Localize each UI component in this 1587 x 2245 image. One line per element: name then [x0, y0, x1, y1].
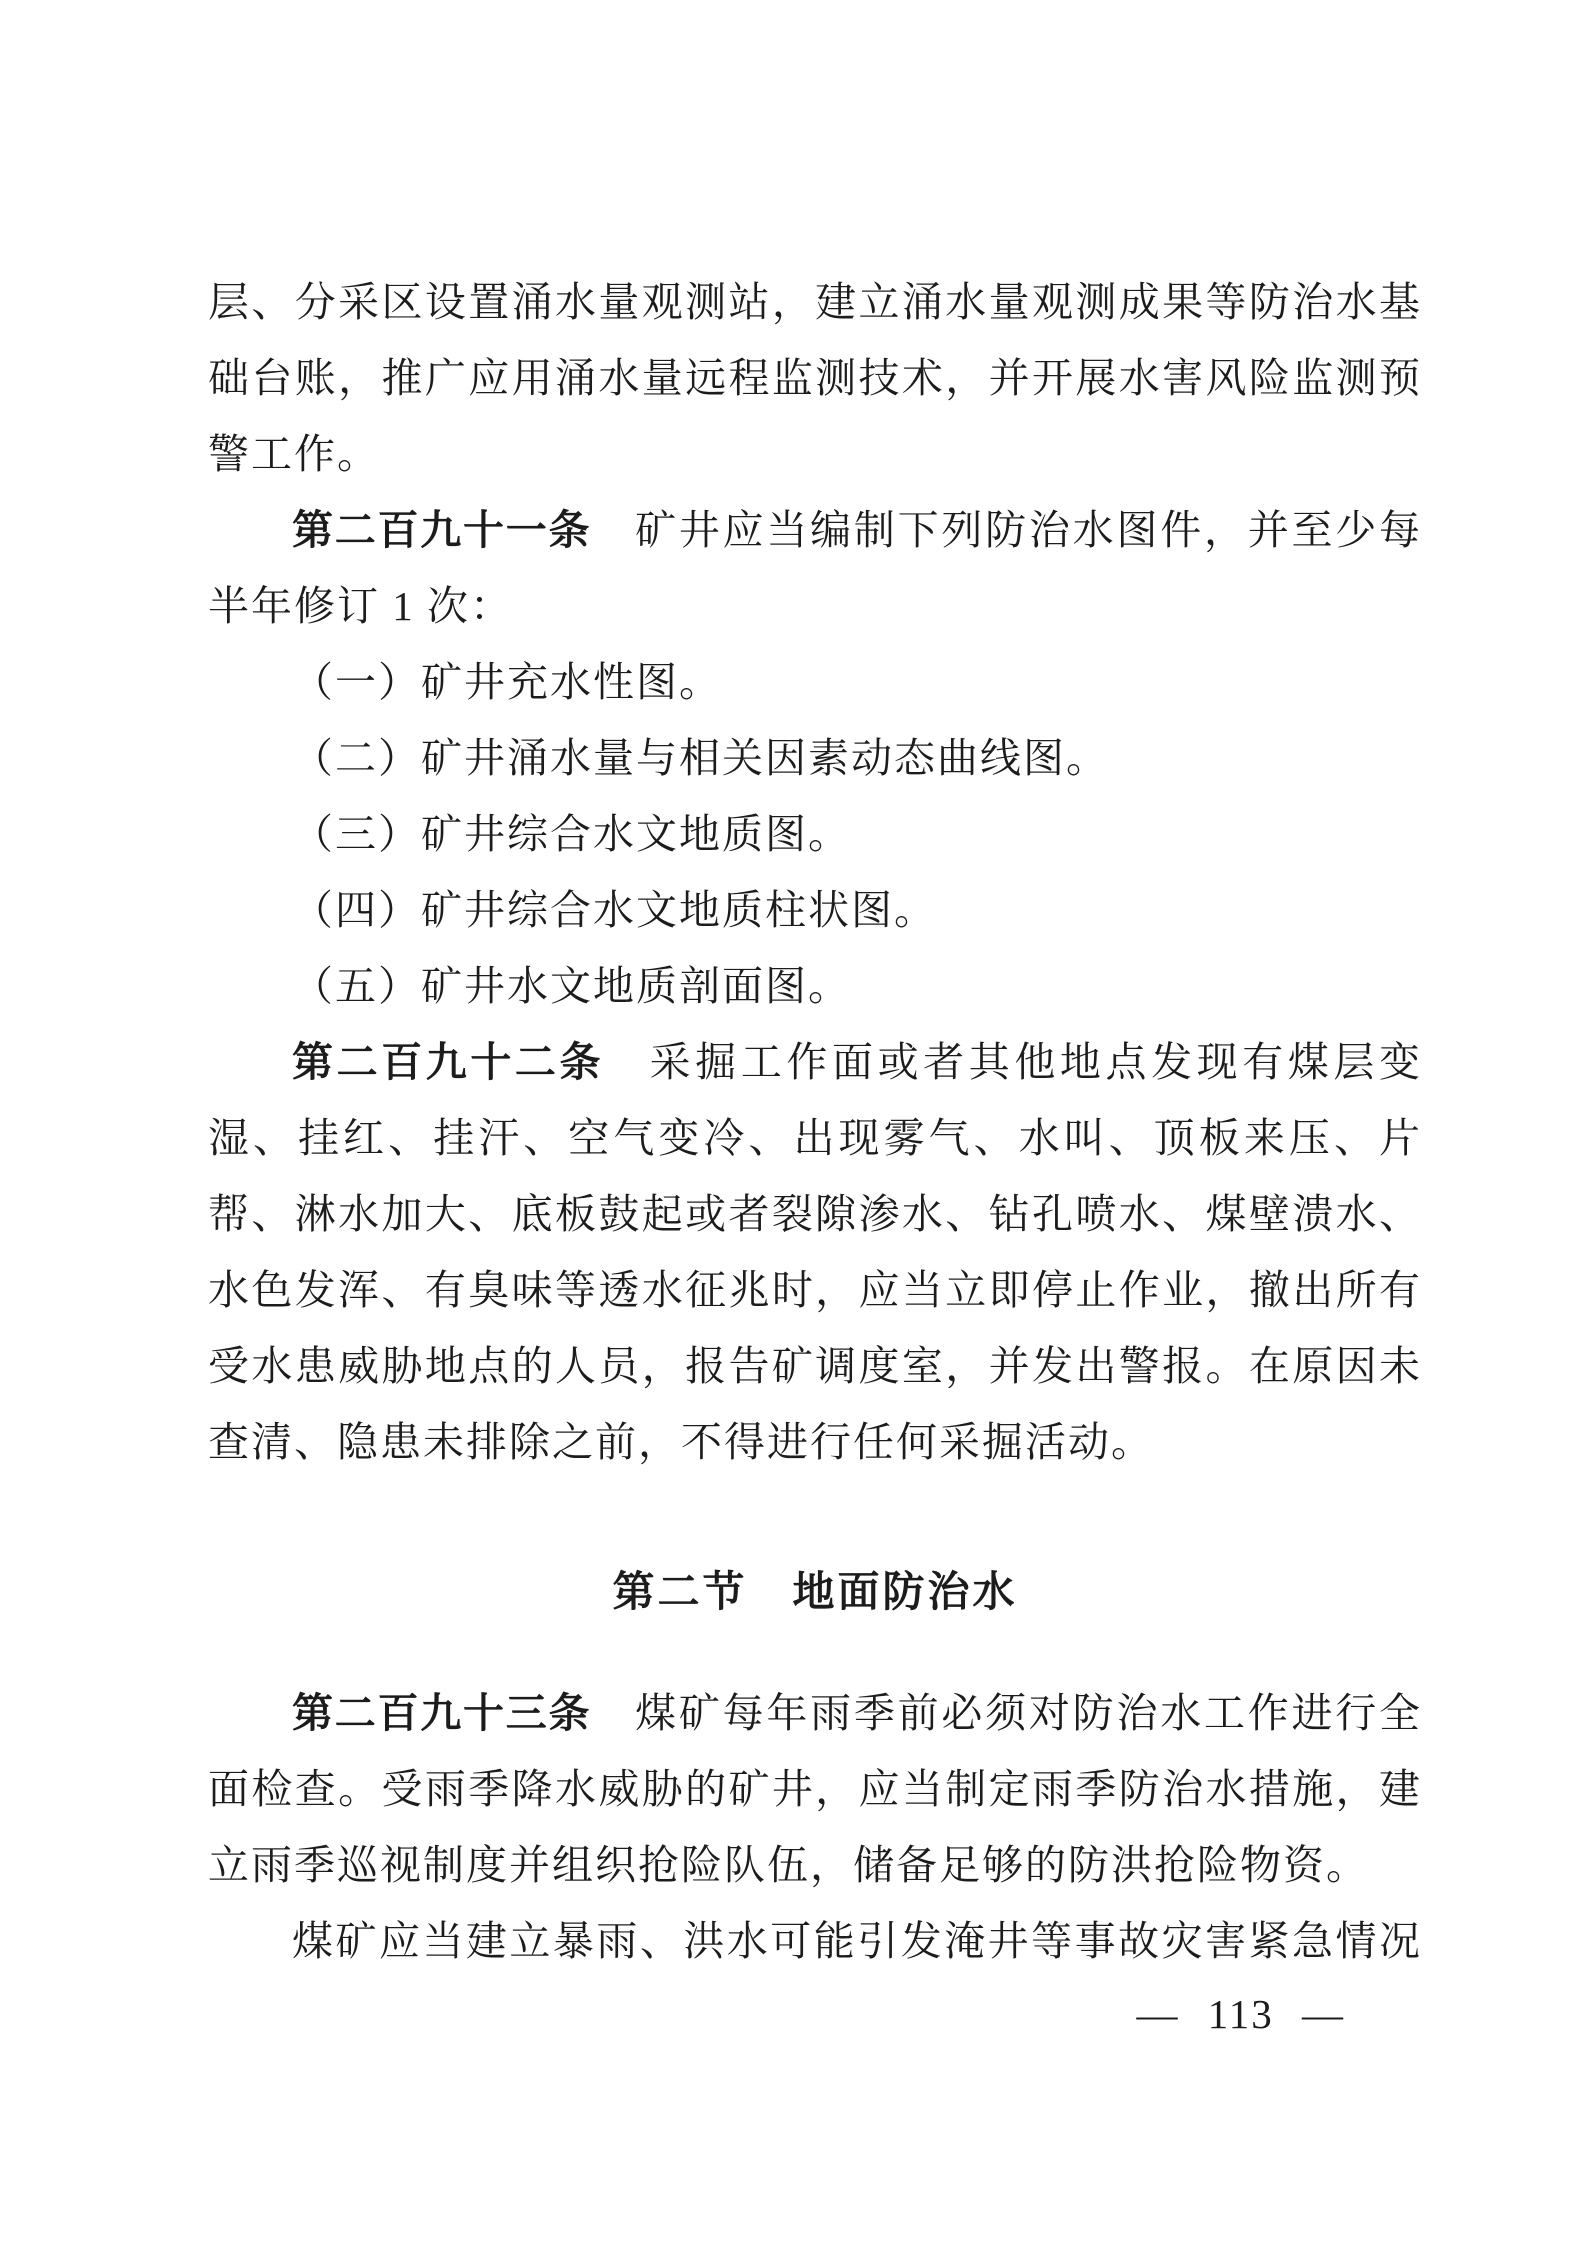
paragraph-trailing: 煤矿应当建立暴雨、洪水可能引发淹井等事故灾害紧急情况 — [292, 1918, 1422, 1964]
list-item-2: （二）矿井涌水量与相关因素动态曲线图。 — [292, 735, 1109, 781]
list-item-1: （一）矿井充水性图。 — [292, 659, 722, 705]
section-heading: 第二节 地面防治水 — [612, 1568, 1018, 1615]
list-item-3: （三）矿井综合水文地质图。 — [292, 811, 851, 857]
document-text-block — [208, 264, 1422, 1979]
article-number-292: 第二百九十二条 — [292, 1039, 605, 1085]
article-number-293: 第二百九十三条 — [292, 1690, 592, 1736]
paragraph-article-292 — [208, 1024, 1422, 1480]
page-number: — 113 — — [1136, 1991, 1345, 2037]
paragraph-continuation: 层、分采区设置涌水量观测站，建立涌水量观测成果等防治水基础台账，推广应用涌水量远程监测技术，并开展水害风险监测预警工作。 — [208, 279, 1422, 477]
article-body-292: 采掘工作面或者其他地点发现有煤层变湿、挂红、挂汗、空气变冷、出现雾气、水叫、顶板来压、片帮、淋水加大、底板鼓起或者裂隙渗水、钻孔喷水、煤壁溃水、水色发浑、有臭味等透水征兆时，应当立即停止作业，撤出所有受水患威胁地点的人员，报告矿调度室，并发出警报。在原因未查清、隐患未排除之前，不得进行任何采掘活动。 — [208, 1039, 1423, 1465]
list-item-5: （五）矿井水文地质剖面图。 — [292, 963, 851, 1009]
article-body-293: 煤矿每年雨季前必须对防治水工作进行全面检查。受雨季降水威胁的矿井，应当制定雨季防治水措施，建立雨季巡视制度并组织抢险队伍，储备足够的防洪抢险物资。 — [208, 1690, 1423, 1888]
paragraph-article-293 — [208, 1675, 1422, 1903]
paragraph-article-291 — [208, 492, 1422, 644]
article-number-291: 第二百九十一条 — [292, 507, 592, 553]
article-body-291: 矿井应当编制下列防治水图件，并至少每半年修订 1 次： — [208, 507, 1423, 629]
list-item-4: （四）矿井综合水文地质柱状图。 — [292, 887, 937, 933]
